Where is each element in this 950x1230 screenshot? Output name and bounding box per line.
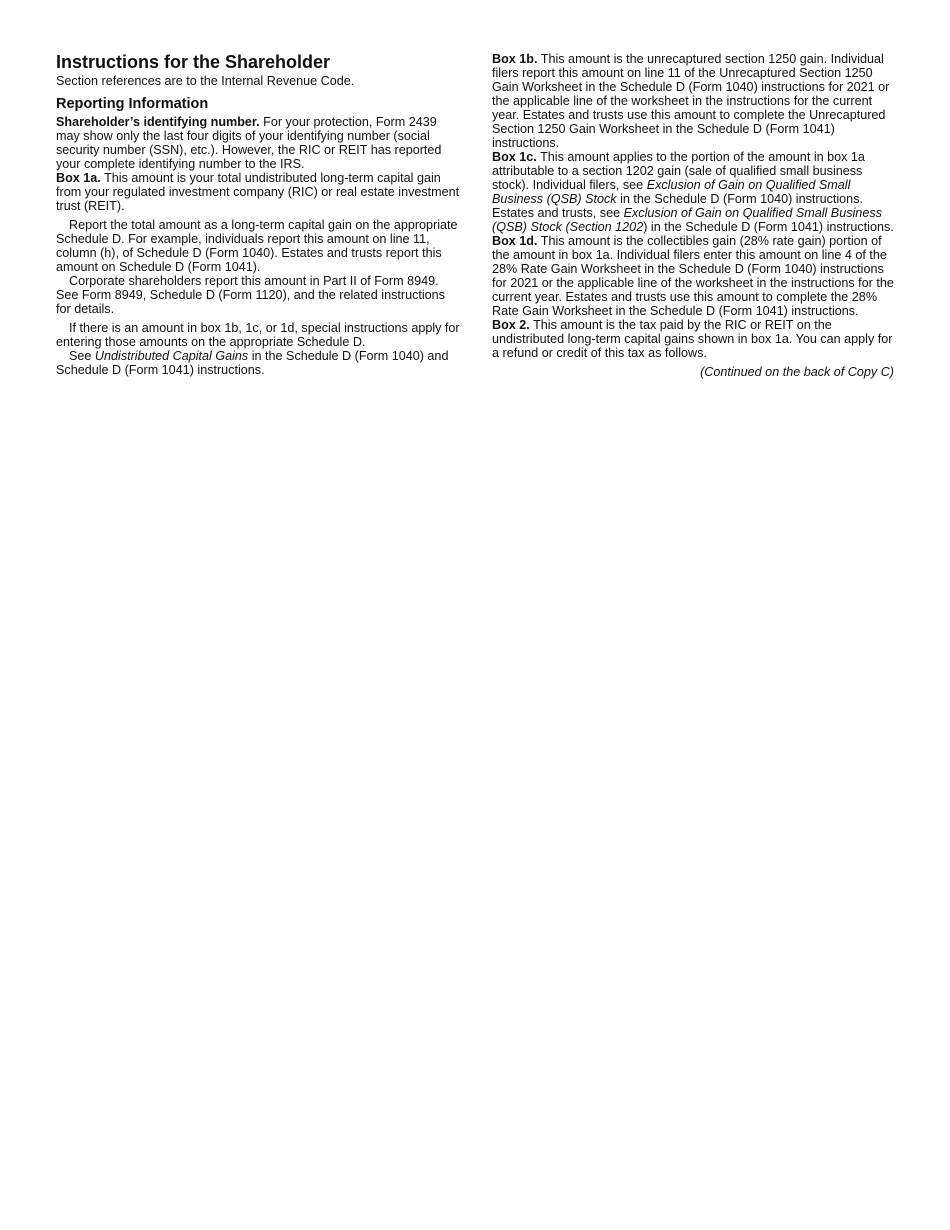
box-1b-lead: Box 1b. (492, 52, 538, 66)
box-1c-italic-2: Exclusion of Gain on Qualified Small Business (QSB) Stock (Section 1202 (492, 206, 882, 234)
right-column (492, 52, 894, 379)
see-post-text: in the Schedule D (Form 1040) and Schedule D (Form 1041) instructions. (56, 349, 449, 377)
box-1b-paragraph (492, 52, 894, 150)
box-1c-paragraph (492, 150, 894, 234)
box-1a-paragraph (56, 171, 462, 213)
see-pre-text: See (69, 349, 95, 363)
see-undistributed-paragraph (56, 349, 462, 377)
left-column (56, 52, 462, 377)
box-1d-text: This amount is the collectibles gain (28% rate gain) portion of the amount in box 1a. Individual filers enter this amount on line 4 of the 28% Rate Gain Worksheet in the Schedule D (Form 1040) instructions for 2021 or the applicable line of the worksheet in the instructions for the current year. Estates and trusts use this amount to complete the 28% Rate Gain Worksheet in the Schedule D (Form 1041) instructions. (492, 234, 894, 318)
box-1a-lead: Box 1a. (56, 171, 101, 185)
box-1c-text-3: ) in the Schedule D (Form 1041) instructions. (643, 220, 894, 234)
section-references-note: Section references are to the Internal Revenue Code. (56, 74, 355, 88)
shareholder-id-paragraph (56, 115, 462, 171)
box-2-lead: Box 2. (492, 318, 530, 332)
reporting-information-heading: Reporting Information (56, 96, 209, 112)
box-1d-lead: Box 1d. (492, 234, 538, 248)
special-instructions-paragraph: If there is an amount in box 1b, 1c, or 1d, special instructions apply for entering those amounts on the appropriate Schedule D. (56, 321, 460, 349)
box-2-text: This amount is the tax paid by the RIC or REIT on the undistributed long-term capital gains shown in box 1a. You can apply for a refund or credit of this tax as follows. (492, 318, 893, 360)
continued-note: (Continued on the back of Copy C) (700, 365, 894, 379)
box-1c-lead: Box 1c. (492, 150, 537, 164)
page-title: Instructions for the Shareholder (56, 52, 331, 72)
box-1b-text: This amount is the unrecaptured section 1250 gain. Individual filers report this amount on line 11 of the Unrecaptured Section 1250 Gain Worksheet in the Schedule D (Form 1040) instructions for 2021 or the applicable line of the worksheet in the instructions for the current year. Estates and trusts use this amount to complete the Unrecaptured Section 1250 Gain Worksheet in the Schedule D (Form 1041) instructions. (492, 52, 890, 150)
box-1a-text: This amount is your total undistributed long-term capital gain from your regulated investment company (RIC) or real estate investment trust (REIT). (56, 171, 460, 213)
box-1c-text-2: in the Schedule D (Form 1040) instructions. Estates and trusts, see (492, 192, 863, 220)
shareholder-id-lead: Shareholder’s identifying number. (56, 115, 260, 129)
report-total-paragraph: Report the total amount as a long-term capital gain on the appropriate Schedule D. For example, individuals report this amount on line 11, column (h), of Schedule D (Form 1040). Estates and trusts report this amount on Schedule D (Form 1041). (56, 218, 458, 274)
box-1c-italic-1: Exclusion of Gain on Qualified Small Business (QSB) Stock (492, 178, 851, 206)
see-italic-text: Undistributed Capital Gains (94, 349, 249, 363)
shareholder-id-text: For your protection, Form 2439 may show only the last four digits of your identifying number (social security number (SSN), etc.). However, the RIC or REIT has reported your complete identifying number to the IRS. (56, 115, 442, 171)
box-1c-text-1: This amount applies to the portion of the amount in box 1a attributable to a section 1202 gain (sale of qualified small business stock). Individual filers, see (492, 150, 865, 192)
box-1d-paragraph (492, 234, 894, 318)
box-2-paragraph (492, 318, 894, 360)
corporate-shareholders-paragraph: Corporate shareholders report this amount in Part II of Form 8949. See Form 8949, Schedule D (Form 1120), and the related instructions for details. (56, 274, 445, 316)
